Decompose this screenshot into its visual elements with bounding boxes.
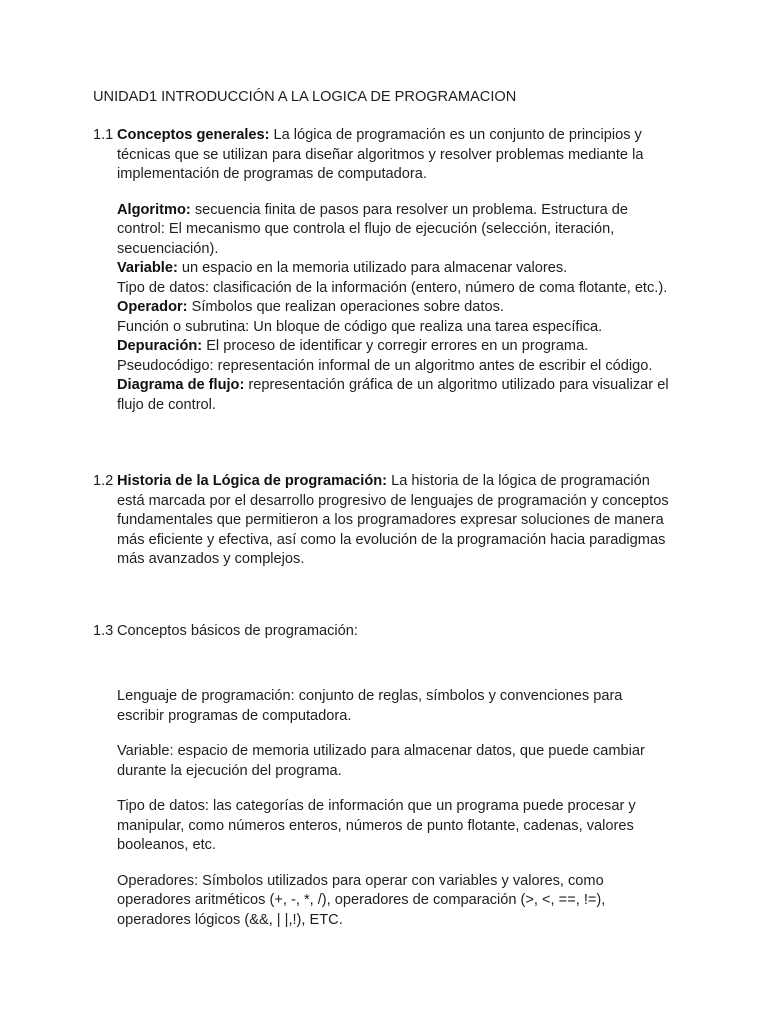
section-body xyxy=(117,622,673,642)
section-1-1 xyxy=(93,126,673,415)
section-intro-text: La lógica de programación es un conjunto de principios y técnicas que se utilizan para diseñar algoritmos y resolver problemas mediante la implementación de programas de computadora. xyxy=(117,127,644,182)
definition-term: Depuración: xyxy=(117,338,203,354)
section-body xyxy=(117,126,673,415)
section-number: 1.2 xyxy=(93,473,114,489)
concept-item: Operadores: Símbolos utilizados para operar con variables y valores, como operadores aritméticos (+, -, *, /), operadores de comparación (>, <, ==, !=), operadores lógicos (&&, | |,!), ETC. xyxy=(117,872,606,928)
definition-text: Pseudocódigo: representación informal de un algoritmo antes de escribir el código. xyxy=(117,357,653,374)
definition-diagrama-flujo xyxy=(117,376,673,415)
section-heading: Historia de la Lógica de programación: xyxy=(117,473,388,489)
concept-item: Variable: espacio de memoria utilizado para almacenar datos, que puede cambiar durante la ejecución del programa. xyxy=(117,743,645,779)
definition-text: Símbolos que realizan operaciones sobre datos. xyxy=(187,299,504,315)
definition-text: Tipo de datos: clasificación de la información (entero, número de coma flotante, etc.). xyxy=(117,279,668,296)
section-heading: Conceptos básicos de programación: xyxy=(117,623,358,639)
definition-text: secuencia finita de pasos para resolver un problema. Estructura de control: El mecanismo que controla el flujo de ejecución (selección, iteración, secuenciación). xyxy=(117,201,629,257)
definition-text: El proceso de identificar y corregir errores en un programa. xyxy=(202,338,589,354)
section-intro-text: La historia de la lógica de programación está marcada por el desarrollo progresivo de lenguajes de programación y conceptos fundamentales que permitieron a los programadores expresar soluciones de manera más eficiente y efectiva, así como la evolución de la programación hacia paradigmas más avanzados y complejos. xyxy=(117,473,669,567)
definition-text: un espacio en la memoria utilizado para almacenar valores. xyxy=(177,260,568,276)
section-1-3 xyxy=(93,622,673,642)
section-intro xyxy=(117,126,673,185)
document-title: UNIDAD1 INTRODUCCIÓN A LA LOGICA DE PROGRAMACION xyxy=(93,89,517,105)
section-number: 1.1 xyxy=(93,127,114,143)
definition-pseudocodigo xyxy=(117,357,673,377)
definition-term: Algoritmo: xyxy=(117,201,191,218)
definition-depuracion xyxy=(117,337,673,357)
definition-term: Diagrama de flujo: xyxy=(117,377,245,393)
definition-operador xyxy=(117,298,673,318)
definition-tipo-datos xyxy=(117,279,673,299)
section-heading: Conceptos generales: xyxy=(117,127,270,143)
concept-list xyxy=(117,687,673,930)
definition-text: representación gráfica de un algoritmo utilizado para visualizar el flujo de control. xyxy=(117,377,669,413)
section-intro xyxy=(117,472,673,570)
section-1-2 xyxy=(93,472,673,570)
definition-term: Variable: xyxy=(117,260,178,276)
section-number: 1.3 xyxy=(93,623,114,639)
definition-term: Operador: xyxy=(117,299,188,315)
concept-item: Tipo de datos: las categorías de información que un programa puede procesar y manipular, como números enteros, números de punto flotante, cadenas, valores booleanos, etc. xyxy=(117,798,636,853)
definition-funcion xyxy=(117,318,673,338)
definition-variable xyxy=(117,259,673,279)
concept-item: Lenguaje de programación: conjunto de reglas, símbolos y convenciones para escribir programas de computadora. xyxy=(117,688,623,724)
section-body xyxy=(117,472,673,570)
section-1-3-items xyxy=(93,687,673,930)
definition-algoritmo xyxy=(117,201,673,260)
definition-text: Función o subrutina: Un bloque de código que realiza una tarea específica. xyxy=(117,318,603,335)
